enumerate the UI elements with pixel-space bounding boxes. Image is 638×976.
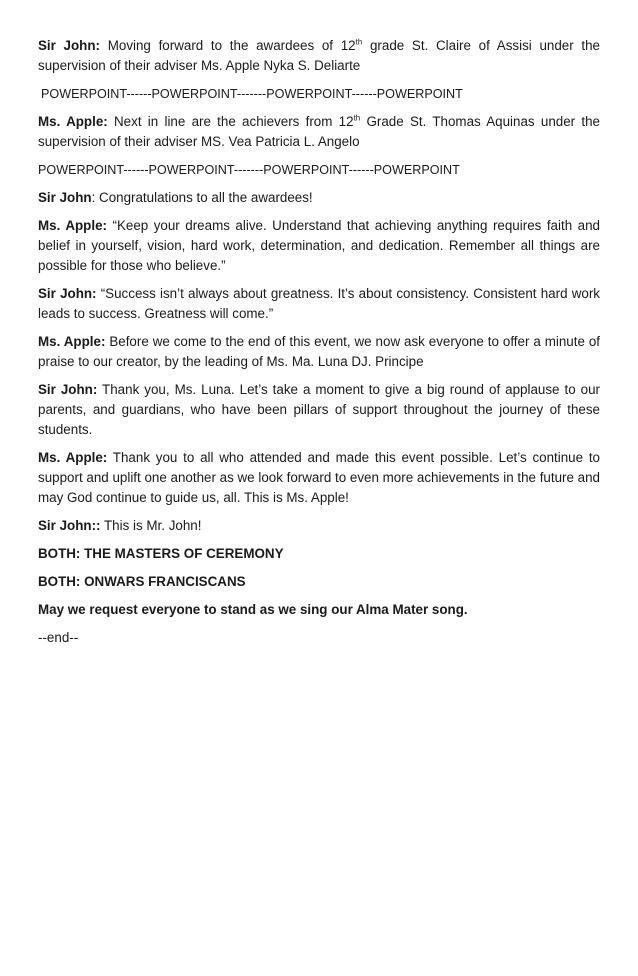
end-marker: --end--	[38, 630, 79, 645]
speaker-label: Sir John:	[38, 286, 97, 301]
speaker-label: Ms. Apple:	[38, 218, 107, 233]
paragraph-praise	[38, 332, 600, 372]
paragraph-thank-you	[38, 448, 600, 508]
paragraph-text: : Congratulations to all the awardees!	[91, 190, 313, 205]
speaker-label: Sir John	[38, 190, 92, 205]
speaker-label: Ms. Apple:	[38, 114, 108, 129]
both-masters-line: BOTH: THE MASTERS OF CEREMONY	[38, 546, 284, 561]
speaker-label: Sir John:	[38, 382, 98, 397]
ordinal-suffix: th	[355, 37, 363, 47]
paragraph-success-quote	[38, 284, 600, 324]
paragraph-text: Thank you, Ms. Luna. Let’s take a moment to give a big round of applause to our parents, and guardians, who have been pillars of support throughout the journey of these students.	[38, 382, 601, 437]
paragraph-text: “Keep your dreams alive. Understand that achieving anything requires faith and belief in yourself, vision, hard work, determination, and dedication. Remember all things are possible for those who believe.”	[38, 218, 600, 273]
paragraph-text: Grade St. Thomas Aquinas under the supervision of their adviser MS. Vea Patricia L. Angelo	[38, 114, 601, 149]
paragraph-sir-john-assisi	[38, 36, 600, 76]
speaker-label: Ms. Apple:	[38, 334, 106, 349]
speaker-label: Sir John:	[38, 38, 101, 53]
paragraph-text: This is Mr. John!	[100, 518, 202, 533]
paragraph-text: Before we come to the end of this event, we now ask everyone to offer a minute of praise to our creator, by the leading of Ms. Ma. Luna DJ. Principe	[38, 334, 600, 369]
speaker-label: Sir John::	[38, 518, 101, 533]
paragraph-text: “Success isn’t always about greatness. It’s about consistency. Consistent hard work leads to success. Greatness will come.”	[38, 286, 600, 321]
paragraph-mr-john	[38, 516, 600, 536]
paragraph-dreams-quote	[38, 216, 600, 276]
paragraph-text: Thank you to all who attended and made this event possible. Let’s continue to support and uplift one another as we look forward to even more achievements in the future and may God continue to guide us, all. This is Ms. Apple!	[38, 450, 601, 505]
paragraph-text: grade St. Claire of Assisi under the supervision of their adviser Ms. Apple Nyka S. Deliarte	[38, 38, 601, 73]
powerpoint-marker: POWERPOINT------POWERPOINT-------POWERPOINT------POWERPOINT	[41, 87, 463, 101]
alma-mater-request: May we request everyone to stand as we sing our Alma Mater song.	[38, 602, 468, 617]
paragraph-text: Next in line are the achievers from 12	[107, 114, 354, 129]
ordinal-suffix: th	[353, 113, 361, 123]
paragraph-applause	[38, 380, 600, 440]
powerpoint-marker: POWERPOINT------POWERPOINT-------POWERPOINT------POWERPOINT	[38, 163, 460, 177]
paragraph-text: Moving forward to the awardees of 12	[100, 38, 356, 53]
document-page	[38, 36, 600, 656]
speaker-label: Ms. Apple:	[38, 450, 108, 465]
paragraph-ms-apple-aquinas	[38, 112, 600, 152]
both-franciscans-line: BOTH: ONWARS FRANCISCANS	[38, 574, 246, 589]
paragraph-congratulations	[38, 188, 600, 208]
